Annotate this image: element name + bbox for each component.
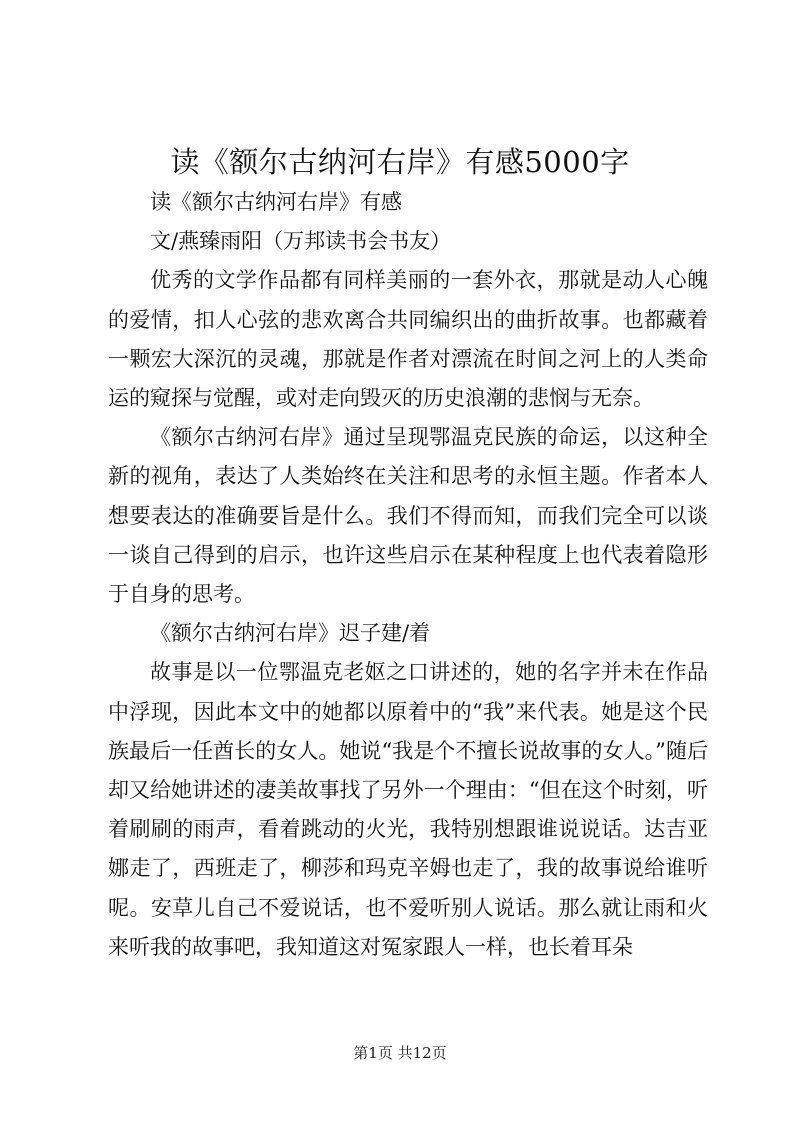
paragraph-subtitle: 读《额尔古纳河右岸》有感 [150,190,402,214]
paragraph-intro: 优秀的文学作品都有同样美丽的一套外衣，那就是动人心魄的爱情，扣人心弦的悲欢离合共同编织出的曲折故事。也都藏着一颗宏大深沉的灵魂，那就是作者对漂流在时间之河上的人类命运的窥探与觉醒，或对走向毁灭的历史浪潮的悲悯与无奈。 [108,268,708,411]
paragraph-book-credit: 《额尔古纳河右岸》迟子建/着 [150,621,431,646]
paragraph-author: 文/燕臻雨阳（万邦读书会书友） [150,229,452,254]
document-title: 读《额尔古纳河右岸》有感5000字 [170,145,630,179]
paragraph-story: 故事是以一位鄂温克老妪之口讲述的，她的名字并未在作品中浮现，因此本文中的她都以原着中的“我”来代表。她是这个民族最后一任酋长的女人。她说“我是个不擅长说故事的女人。”随后却又给她讲述的凄美故事找了另外一个理由：“但在这个时刻，听着刷刷的雨声，看着跳动的火光，我特别想跟谁说说话。达吉亚娜走了，西班走了，柳莎和玛克辛姆也走了，我的故事说给谁听呢。安草儿自己不爱说话，也不爱听别人说话。那么就让雨和火来听我的故事吧，我知道这对冤家跟人一样，也长着耳朵 [108,660,708,959]
page-number-footer: 第1页 共12页 [353,1044,447,1062]
paragraph-theme: 《额尔古纳河右岸》通过呈现鄂温克民族的命运，以这种全新的视角，表达了人类始终在关注和思考的永恒主题。作者本人想要表达的准确要旨是什么。我们不得而知，而我们完全可以谈一谈自己得到的启示，也许这些启示在某种程度上也代表着隐形于自身的思考。 [108,425,708,607]
document-body [108,183,708,967]
